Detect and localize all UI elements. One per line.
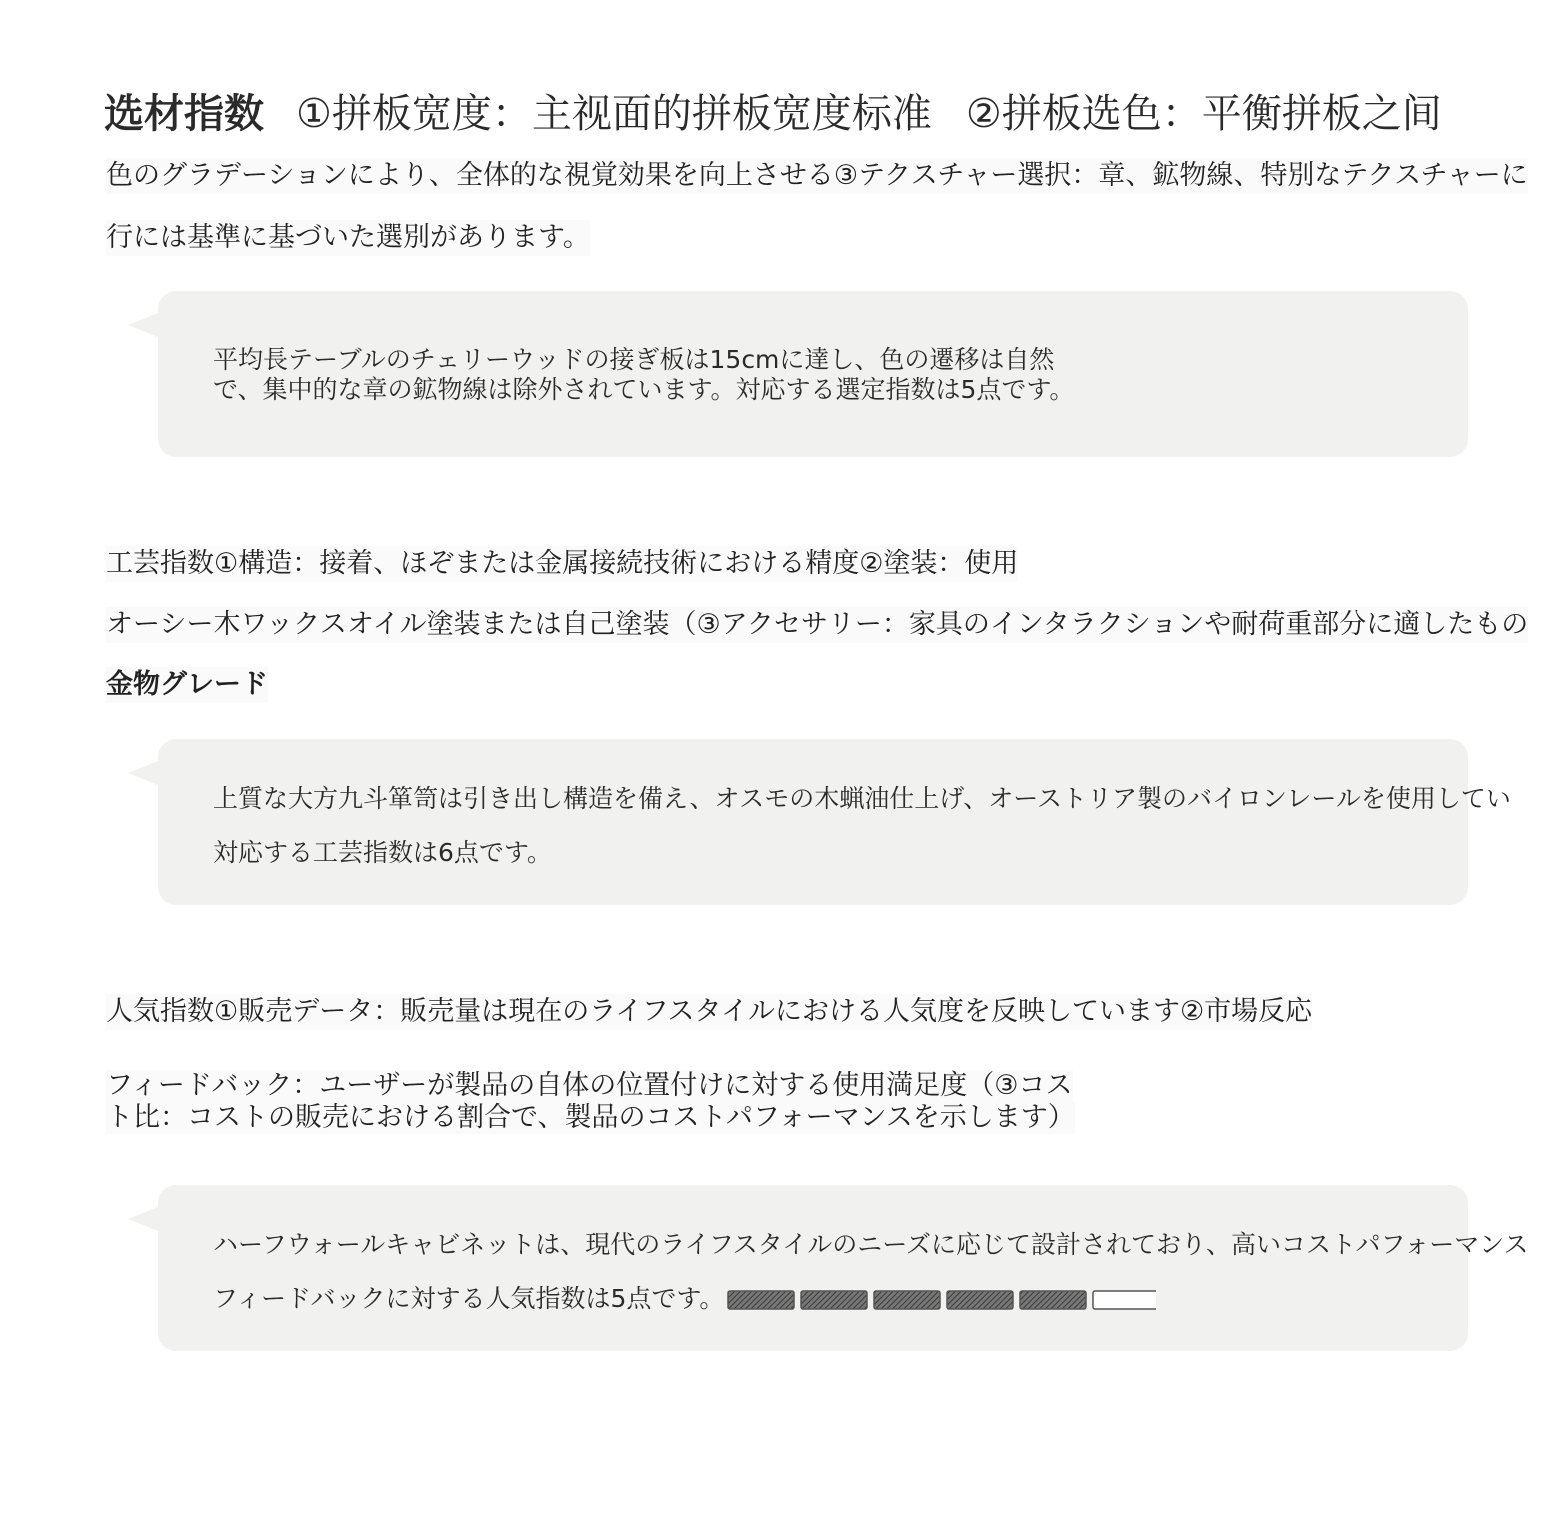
section1-title-part2: ②拼板选色：平衡拼板之间 xyxy=(965,91,1442,137)
rating-block-empty xyxy=(1093,1291,1156,1309)
section2-line1: 工芸指数①構造：接着、ほぞまたは金属接続技術における精度②塗装：使用 xyxy=(106,546,1018,582)
section2-bubble-line2: 対応する工芸指数は6点です。 xyxy=(213,838,552,867)
section2-line3: 金物グレード xyxy=(106,667,268,703)
rating-block-filled xyxy=(728,1291,794,1309)
section1-bubble-line2: で、集中的な章の鉱物線は除外されています。対応する選定指数は5点です。 xyxy=(213,375,1075,404)
section3-line1: 人気指数①販売データ：販売量は現在のライフスタイルにおける人気度を反映しています②市場反応 xyxy=(106,994,1312,1030)
section1-heading xyxy=(104,88,1442,140)
rating-block-filled xyxy=(947,1291,1013,1309)
section1-line1: 色のグラデーションにより、全体的な視覚効果を向上させる③テクスチャー選択：章、鉱物線、特別なテクスチャーに xyxy=(106,158,1528,194)
section2-speech-bubble xyxy=(158,739,1511,905)
section1-speech-bubble xyxy=(158,291,1468,457)
section3-bubble-line2 xyxy=(213,1282,1156,1316)
section1-line2: 行には基準に基づいた選別があります。 xyxy=(106,220,590,256)
section1-title: 选材指数 xyxy=(104,91,264,137)
section3-line3: ト比：コストの販売における割合で、製品のコストパフォーマンスを示します） xyxy=(106,1102,1075,1133)
section2-bubble-line1: 上質な大方九斗箪笥は引き出し構造を備え、オスモの木蝋油仕上げ、オーストリア製のバイロンレールを使用してい xyxy=(213,784,1511,813)
rating-blocks-svg xyxy=(726,1288,1156,1312)
section1-bubble-line1: 平均長テーブルのチェリーウッドの接ぎ板は15cmに達し、色の遷移は自然 xyxy=(213,345,1055,374)
rating-bar xyxy=(726,1288,1156,1312)
section2-line2: オーシー木ワックスオイル塗装または自己塗装（③アクセサリー：家具のインタラクションや耐荷重部分に適したもの xyxy=(106,607,1528,643)
rating-block-filled xyxy=(801,1291,867,1309)
section3-bubble-line1: ハーフウォールキャビネットは、現代のライフスタイルのニーズに応じて設計されており、高いコストパフォーマンス xyxy=(213,1230,1529,1259)
rating-block-filled xyxy=(874,1291,940,1309)
section3-line2: フィードバック：ユーザーが製品の自体の位置付けに対する使用満足度（③コス xyxy=(106,1070,1073,1101)
section1-title-part1: ①拼板宽度：主视面的拼板宽度标准 xyxy=(296,91,932,137)
section3-bubble-line2-text: フィードバックに対する人気指数は5点です。 xyxy=(213,1284,725,1313)
section3-speech-bubble xyxy=(158,1185,1529,1351)
rating-block-filled xyxy=(1020,1291,1086,1309)
